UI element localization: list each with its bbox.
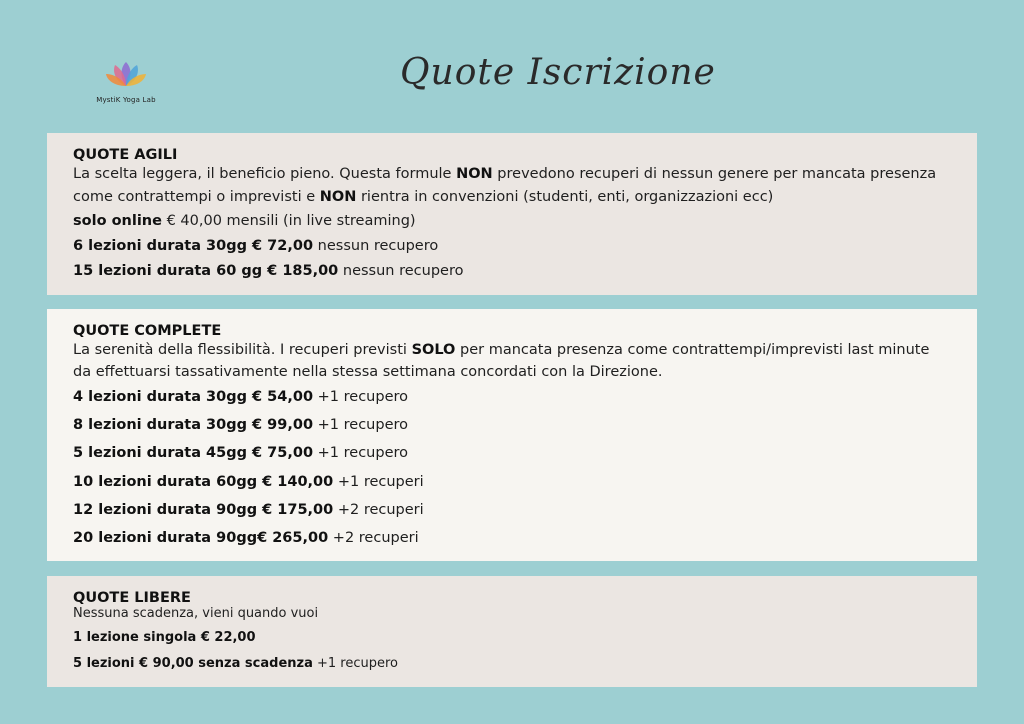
price-item: 5 lezioni € 90,00 senza scadenza +1 recupero	[73, 656, 398, 671]
quote-complete-card	[47, 309, 977, 561]
price-item: 5 lezioni durata 45gg € 75,00 +1 recupero	[73, 445, 409, 462]
logo	[86, 60, 166, 104]
lotus-icon	[104, 60, 148, 90]
card-title: QUOTE LIBERE	[73, 590, 191, 606]
price-item: 12 lezioni durata 90gg € 175,00 +2 recuperi	[73, 501, 424, 518]
quote-agili-card	[47, 133, 977, 295]
price-item: 1 lezione singola € 22,00	[73, 630, 256, 645]
price-item: 6 lezioni durata 30gg € 72,00 nessun recupero	[73, 238, 439, 254]
price-item: 8 lezioni durata 30gg € 99,00 +1 recupero	[73, 417, 409, 434]
price-item: 20 lezioni durata 90gg€ 265,00 +2 recuperi	[73, 530, 419, 547]
price-item: 15 lezioni durata 60 gg € 185,00 nessun recupero	[73, 263, 464, 279]
card-description: La serenità della flessibilità. I recuperi previsti SOLO per mancata presenza come contrattempi/imprevisti last minute da effettuarsi tassativamente nella stessa settimana concordati con la Direzione.	[73, 342, 930, 380]
card-description: La scelta leggera, il beneficio pieno. Questa formule NON prevedono recuperi di nessun genere per mancata presenza come contrattempi o imprevisti e NON rientra in convenzioni (studenti, enti, organizzazioni ecc)	[73, 166, 937, 205]
card-description: Nessuna scadenza, vieni quando vuoi	[73, 606, 319, 621]
card-title: QUOTE COMPLETE	[73, 323, 222, 339]
quote-libere-card	[47, 576, 977, 687]
card-title: QUOTE AGILI	[73, 147, 178, 163]
price-item: solo online € 40,00 mensili (in live streaming)	[73, 213, 416, 229]
logo-text: MystiK Yoga Lab	[96, 96, 156, 104]
page-title: Quote Iscrizione	[400, 52, 716, 93]
price-item: 10 lezioni durata 60gg € 140,00 +1 recuperi	[73, 473, 424, 490]
price-item: 4 lezioni durata 30gg € 54,00 +1 recupero	[73, 389, 409, 405]
